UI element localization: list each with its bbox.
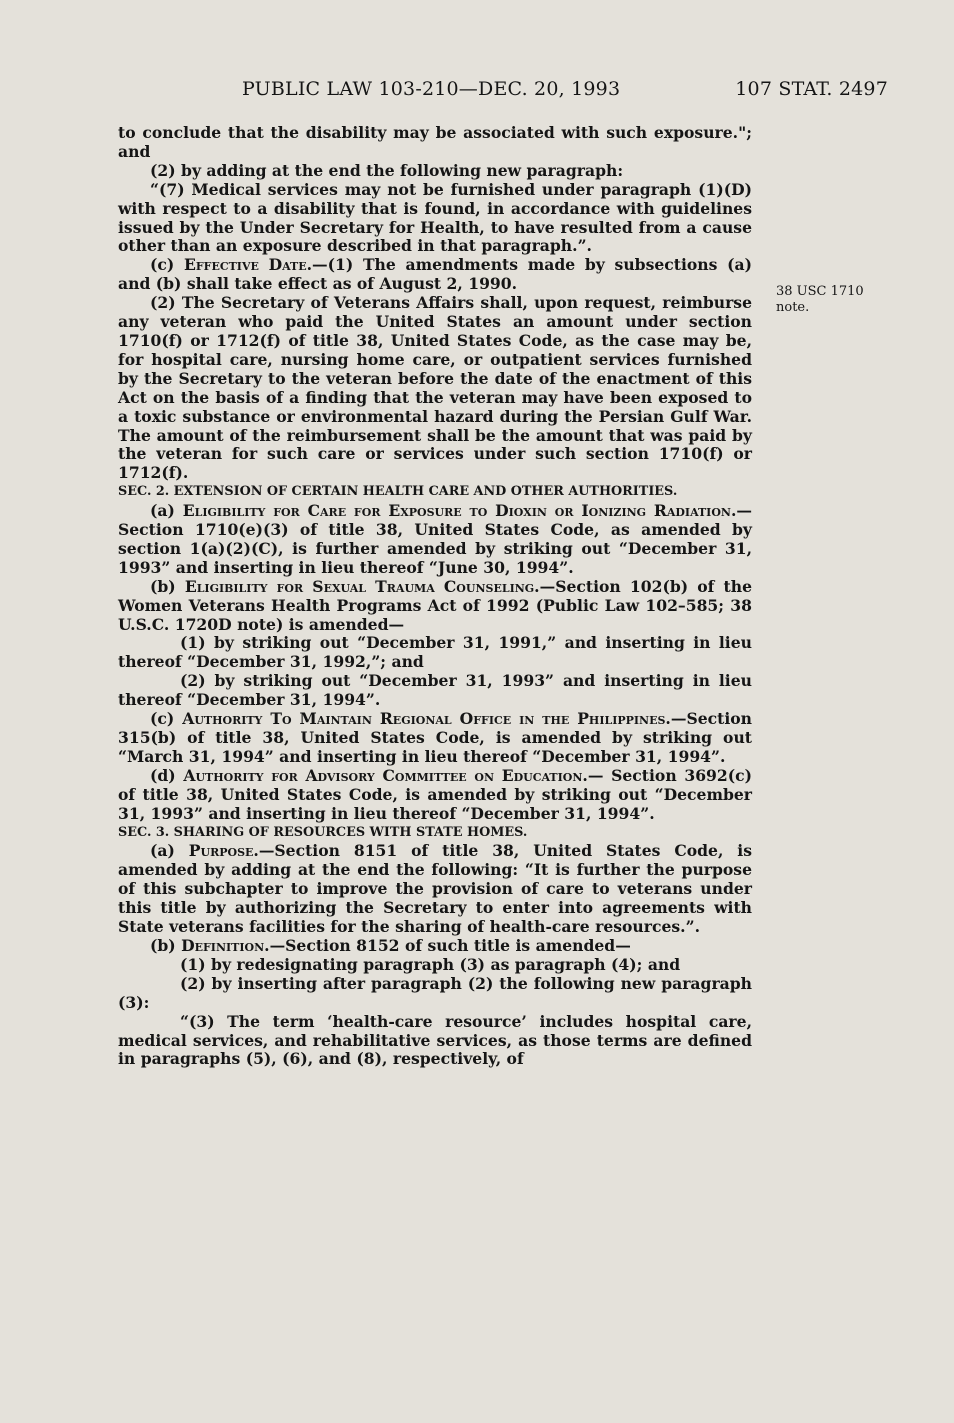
subsection-b: (b) Definition.—Section 8152 of such title is amended—	[150, 935, 631, 955]
subsection-heading: Eligibility for Care for Exposure to Dioxin or Ionizing Radiation.	[182, 501, 737, 521]
subsection-b: (b) Eligibility for Sexual Trauma Counseling.—Section 102(b) of the Women Veterans Health Programs Act of 1992 (Public Law 102–585; 38 U.S.C. 1720D note) is amended—	[118, 576, 752, 634]
subsection-heading: Effective Date.	[183, 255, 313, 275]
margin-note	[776, 284, 876, 316]
section-heading: SEC. 3. SHARING OF RESOURCES WITH STATE HOMES.	[118, 824, 528, 840]
subsection-a: (a) Purpose.—Section 8151 of title 38, United States Code, is amended by adding at the end the following: “It is further the purpose of this subchapter to improve the provision of care to veterans under this title by authorizing the Secretary to enter into agreements with State veterans facilities for the sharing of health-care resources.”.	[118, 841, 752, 937]
subsection-c: (c) Effective Date.—(1) The amendments made by subsections (a) and (b) shall take effect as of August 2, 1990.	[118, 255, 752, 294]
quoted-paragraph: “(3) The term ‘health-care resource’ includes hospital care, medical services, and rehabilitative services, as those terms are defined in paragraphs (5), (6), and (8), respectively, of	[118, 1011, 752, 1069]
paragraph: (2) by inserting after paragraph (2) the following new paragraph (3):	[118, 973, 752, 1012]
paragraph: to conclude that the disability may be associated with such exposure."; and	[118, 123, 752, 161]
page-header	[118, 78, 888, 104]
subsection-heading: Purpose.	[188, 841, 259, 861]
paragraph: (2) by striking out “December 31, 1993” and inserting in lieu thereof “December 31, 1994”.	[118, 671, 752, 710]
running-title: PUBLIC LAW 103-210—DEC. 20, 1993	[242, 78, 621, 100]
subsection-heading: Authority To Maintain Regional Office in the Philippines.	[182, 709, 671, 729]
page-number: 107 STAT. 2497	[735, 78, 888, 100]
subsection-heading: Authority for Advisory Committee on Education.	[183, 765, 588, 785]
section-heading: SEC. 2. EXTENSION OF CERTAIN HEALTH CARE AND OTHER AUTHORITIES.	[118, 484, 678, 500]
subsection-heading: Definition.	[181, 935, 270, 955]
margin-note-label: note.	[776, 300, 810, 315]
body-text	[118, 124, 752, 1069]
subsection-d: (d) Authority for Advisory Committee on Education.— Section 3692(c) of title 38, United States Code, is amended by striking out “December 31, 1993” and inserting in lieu thereof “December 31, 1994”.	[118, 765, 753, 823]
paragraph: (2) The Secretary of Veterans Affairs shall, upon request, reimburse any veteran who paid the United States an amount under section 1710(f) or 1712(f) of title 38, United States Code, as the case may be, for hospital care, nursing home care, or outpatient services furnished by the Secretary to the veteran before the date of the enactment of this Act on the basis of a finding that the veteran may have been exposed to a toxic substance or environmental hazard during the Persian Gulf War. The amount of the reimbursement shall be the amount that was paid by the veteran for such care or services under such section 1710(f) or 1712(f).	[118, 293, 752, 483]
paragraph: (2) by adding at the end the following new paragraph:	[150, 160, 624, 180]
paragraph: (1) by redesignating paragraph (3) as paragraph (4); and	[180, 954, 681, 974]
quoted-paragraph: “(7) Medical services may not be furnished under paragraph (1)(D) with respect to a disability that is found, in accordance with guidelines issued by the Under Secretary for Health, to have resulted from a cause other than an exposure described in that paragraph.”.	[118, 179, 752, 256]
paragraph: (1) by striking out “December 31, 1991,” and inserting in lieu thereof “December 31, 1992,”; and	[118, 633, 752, 672]
subsection-heading: Eligibility for Sexual Trauma Counseling.	[184, 576, 540, 596]
subsection-c: (c) Authority To Maintain Regional Office in the Philippines.—Section 315(b) of title 38, United States Code, is amended by striking out “March 31, 1994” and inserting in lieu thereof “December 31, 1994”.	[118, 709, 752, 766]
margin-note-citation: 38 USC 1710	[776, 284, 864, 299]
subsection-a: (a) Eligibility for Care for Exposure to Dioxin or Ionizing Radiation.—Section 1710(e)(3) of title 38, United States Code, as amended by section 1(a)(2)(C), is further amended by striking out “December 31, 1993” and inserting in lieu thereof “June 30, 1994”.	[118, 501, 752, 577]
